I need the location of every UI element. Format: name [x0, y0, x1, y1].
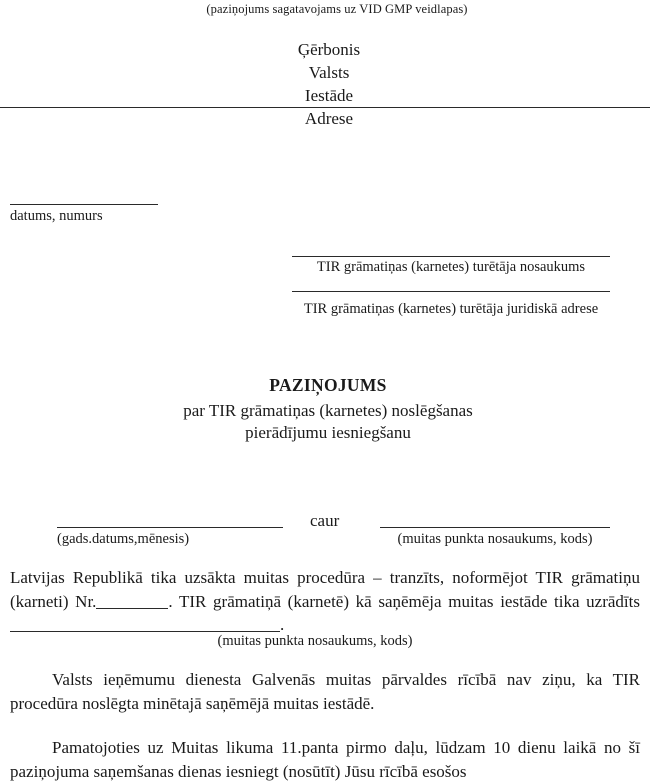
transit-connector-word: caur — [310, 511, 340, 530]
document-subtitle-line-2: pierādījumu iesniegšanu — [245, 423, 411, 442]
tir-carnet-number-field[interactable] — [96, 593, 168, 609]
paragraph-no-information: Valsts ieņēmumu dienesta Galvenās muitas pārvaldes rīcībā nav ziņu, ka TIR procedūra noslēgta minētajā saņēmējā muitas iestādē. — [10, 670, 640, 713]
form-origin-note-text: (paziņojums sagatavojams uz VID GMP veidlapas) — [206, 2, 468, 16]
letterhead-line-emblem: Ģērbonis — [297, 40, 361, 59]
letterhead-block — [0, 38, 650, 107]
holder-name-fill-rule[interactable] — [292, 256, 610, 257]
paragraph-legal-request: Pamatojoties uz Muitas likuma 11.panta pirmo daļu, lūdzam 10 dienu laikā no šī paziņojuma saņemšanas dienas iesniegt (nosūtīt) Jūsu rīcībā esošos — [10, 738, 640, 781]
letterhead-divider-rule — [0, 107, 650, 108]
date-number-caption: datums, numurs — [10, 208, 103, 224]
holder-address-fill-rule[interactable] — [292, 291, 610, 292]
transit-post-caption: (muitas punkta nosaukums, kods) — [397, 531, 593, 547]
holder-name-caption: TIR grāmatiņas (karnetes) turētāja nosaukums — [316, 259, 586, 275]
document-title — [0, 375, 650, 396]
letterhead-address-line — [0, 109, 650, 129]
destination-office-caption: (muitas punkta nosaukums, kods) — [217, 633, 413, 649]
form-origin-note — [0, 2, 650, 17]
document-subtitle-line-1: par TIR grāmatiņas (karnetes) noslēgšanas — [183, 401, 473, 420]
letterhead-line-state: Valsts — [308, 63, 350, 82]
transit-post-fill-rule[interactable] — [380, 527, 610, 528]
paragraph-1-part-1: Latvijas Republikā tika uzsākta muitas procedūra – tranzīts, noformējot TIR grāmatiņu (karneti) Nr. — [10, 568, 640, 611]
paragraph-1-part-3: . — [280, 615, 285, 634]
paragraph-transit-details — [10, 566, 640, 637]
holder-address-caption: TIR grāmatiņas (karnetes) turētāja juridiskā adrese — [303, 301, 599, 317]
letterhead-line-institution: Iestāde — [304, 86, 354, 105]
transit-date-caption: (gads.datums,mēnesis) — [57, 531, 190, 547]
paragraph-1-part-2: . TIR grāmatiņā (karnetē) kā saņēmēja muitas iestāde tika uzrādīts — [168, 591, 640, 611]
letterhead-address-text: Adrese — [304, 109, 354, 128]
destination-customs-office-field[interactable] — [10, 616, 280, 632]
date-number-fill-rule[interactable] — [10, 204, 158, 205]
document-title-text: PAZIŅOJUMS — [269, 375, 387, 395]
transit-date-fill-rule[interactable] — [57, 527, 283, 528]
document-subtitle — [0, 400, 650, 444]
